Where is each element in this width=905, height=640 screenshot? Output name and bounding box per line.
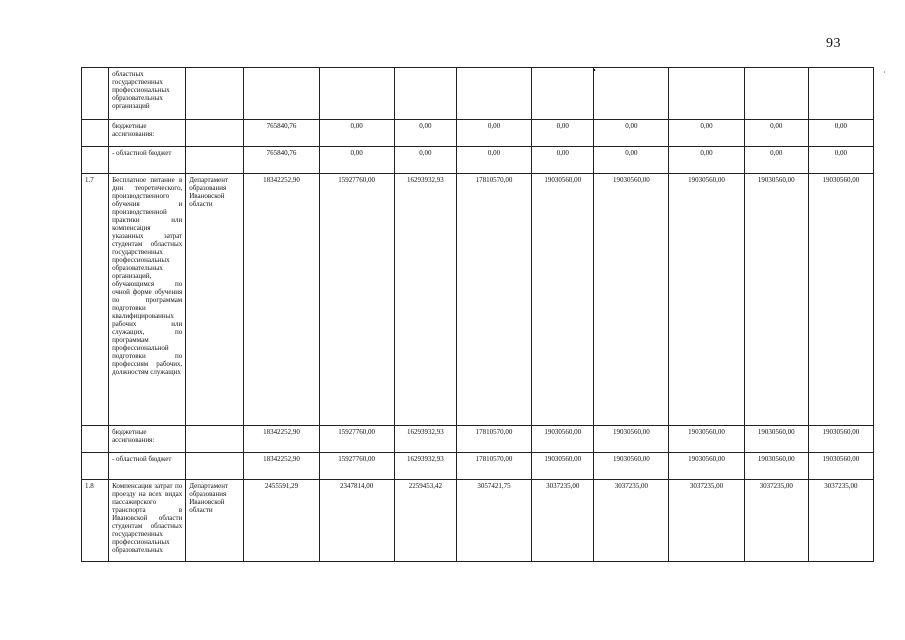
value-cell: 0,00: [669, 147, 744, 174]
value-cell: 3037235,00: [808, 480, 873, 562]
value-cell: [319, 68, 394, 120]
value-cell: [594, 68, 669, 120]
row-name: бюджетные ассигнования:: [109, 120, 186, 147]
row-department: [186, 68, 244, 120]
value-cell: 19030560,00: [594, 426, 669, 453]
row-name: Бесплатное питание в дни теоретического, производственного обучения и производственной практики или компенсация указанных затрат студентам областных государственных профессиональных образовательных организаций, обучающимся по очной форме обучения по программам подготовки квалифицированных рабочих или служащих, по программам профессиональной подготовки по профессиям рабочих, должностям служащих: [109, 174, 186, 426]
table-row: [82, 120, 874, 147]
value-cell: 765840,76: [244, 120, 319, 147]
value-cell: [808, 68, 873, 120]
value-cell: 0,00: [594, 147, 669, 174]
value-cell: 0,00: [808, 147, 873, 174]
value-cell: 3037235,00: [669, 480, 744, 562]
value-cell: 0,00: [394, 147, 456, 174]
value-cell: 18342252,90: [244, 174, 319, 426]
value-cell: 2347814,00: [319, 480, 394, 562]
row-department: [186, 120, 244, 147]
row-name: бюджетные ассигнования:: [109, 426, 186, 453]
value-cell: 17810570,00: [456, 426, 531, 453]
value-cell: 0,00: [456, 120, 531, 147]
value-cell: 0,00: [744, 147, 808, 174]
value-cell: [669, 68, 744, 120]
value-cell: 19030560,00: [594, 174, 669, 426]
row-department: Департамент образования Ивановской области: [186, 480, 244, 562]
value-cell: 19030560,00: [744, 426, 808, 453]
scan-speck: ·: [883, 68, 886, 77]
table-row: [82, 480, 874, 562]
value-cell: 0,00: [319, 120, 394, 147]
scan-speck: •: [593, 66, 596, 75]
value-cell: 18342252,90: [244, 426, 319, 453]
row-index: 1.8: [82, 480, 109, 562]
table-row: [82, 174, 874, 426]
value-cell: [532, 68, 594, 120]
row-name: - областной бюджет: [109, 453, 186, 480]
value-cell: 0,00: [669, 120, 744, 147]
value-cell: 0,00: [456, 147, 531, 174]
table-row: [82, 426, 874, 453]
row-name: Компенсация затрат по проезду на всех видах пассажирского транспорта в Ивановской области студентам областных государственных профессиональных образовательных: [109, 480, 186, 562]
value-cell: 0,00: [319, 147, 394, 174]
value-cell: 19030560,00: [594, 453, 669, 480]
value-cell: 765840,76: [244, 147, 319, 174]
value-cell: 0,00: [594, 120, 669, 147]
value-cell: 2259453,42: [394, 480, 456, 562]
value-cell: 19030560,00: [744, 453, 808, 480]
row-name: - областной бюджет: [109, 147, 186, 174]
value-cell: 19030560,00: [808, 426, 873, 453]
row-index: [82, 147, 109, 174]
value-cell: 0,00: [394, 120, 456, 147]
table-row: [82, 453, 874, 480]
value-cell: 18342252,90: [244, 453, 319, 480]
table-row: [82, 68, 874, 120]
value-cell: 16293932,93: [394, 426, 456, 453]
value-cell: 17810570,00: [456, 174, 531, 426]
value-cell: [744, 68, 808, 120]
value-cell: 15927760,00: [319, 426, 394, 453]
value-cell: 16293932,93: [394, 453, 456, 480]
value-cell: 19030560,00: [808, 453, 873, 480]
value-cell: 16293932,93: [394, 174, 456, 426]
value-cell: 2455591,29: [244, 480, 319, 562]
value-cell: 3037235,00: [594, 480, 669, 562]
value-cell: 0,00: [532, 120, 594, 147]
value-cell: 19030560,00: [532, 453, 594, 480]
table-row: [82, 147, 874, 174]
value-cell: 19030560,00: [669, 426, 744, 453]
row-name: областных государственных профессиональных образовательных организаций: [109, 68, 186, 120]
value-cell: 19030560,00: [744, 174, 808, 426]
value-cell: 0,00: [808, 120, 873, 147]
row-department: [186, 453, 244, 480]
row-index: 1.7: [82, 174, 109, 426]
row-department: [186, 147, 244, 174]
value-cell: [456, 68, 531, 120]
value-cell: 19030560,00: [532, 174, 594, 426]
value-cell: 15927760,00: [319, 174, 394, 426]
value-cell: 15927760,00: [319, 453, 394, 480]
value-cell: [244, 68, 319, 120]
value-cell: 19030560,00: [669, 174, 744, 426]
page-number: 93: [826, 36, 841, 51]
value-cell: 17810570,00: [456, 453, 531, 480]
row-department: [186, 426, 244, 453]
value-cell: 19030560,00: [669, 453, 744, 480]
row-department: Департамент образования Ивановской области: [186, 174, 244, 426]
value-cell: 19030560,00: [808, 174, 873, 426]
row-index: [82, 426, 109, 453]
row-index: [82, 453, 109, 480]
value-cell: [394, 68, 456, 120]
value-cell: 3037235,00: [532, 480, 594, 562]
budget-table: [81, 67, 874, 562]
row-index: [82, 120, 109, 147]
value-cell: 19030560,00: [532, 426, 594, 453]
value-cell: 0,00: [532, 147, 594, 174]
value-cell: 3057421,75: [456, 480, 531, 562]
value-cell: 0,00: [744, 120, 808, 147]
value-cell: 3037235,00: [744, 480, 808, 562]
row-index: [82, 68, 109, 120]
